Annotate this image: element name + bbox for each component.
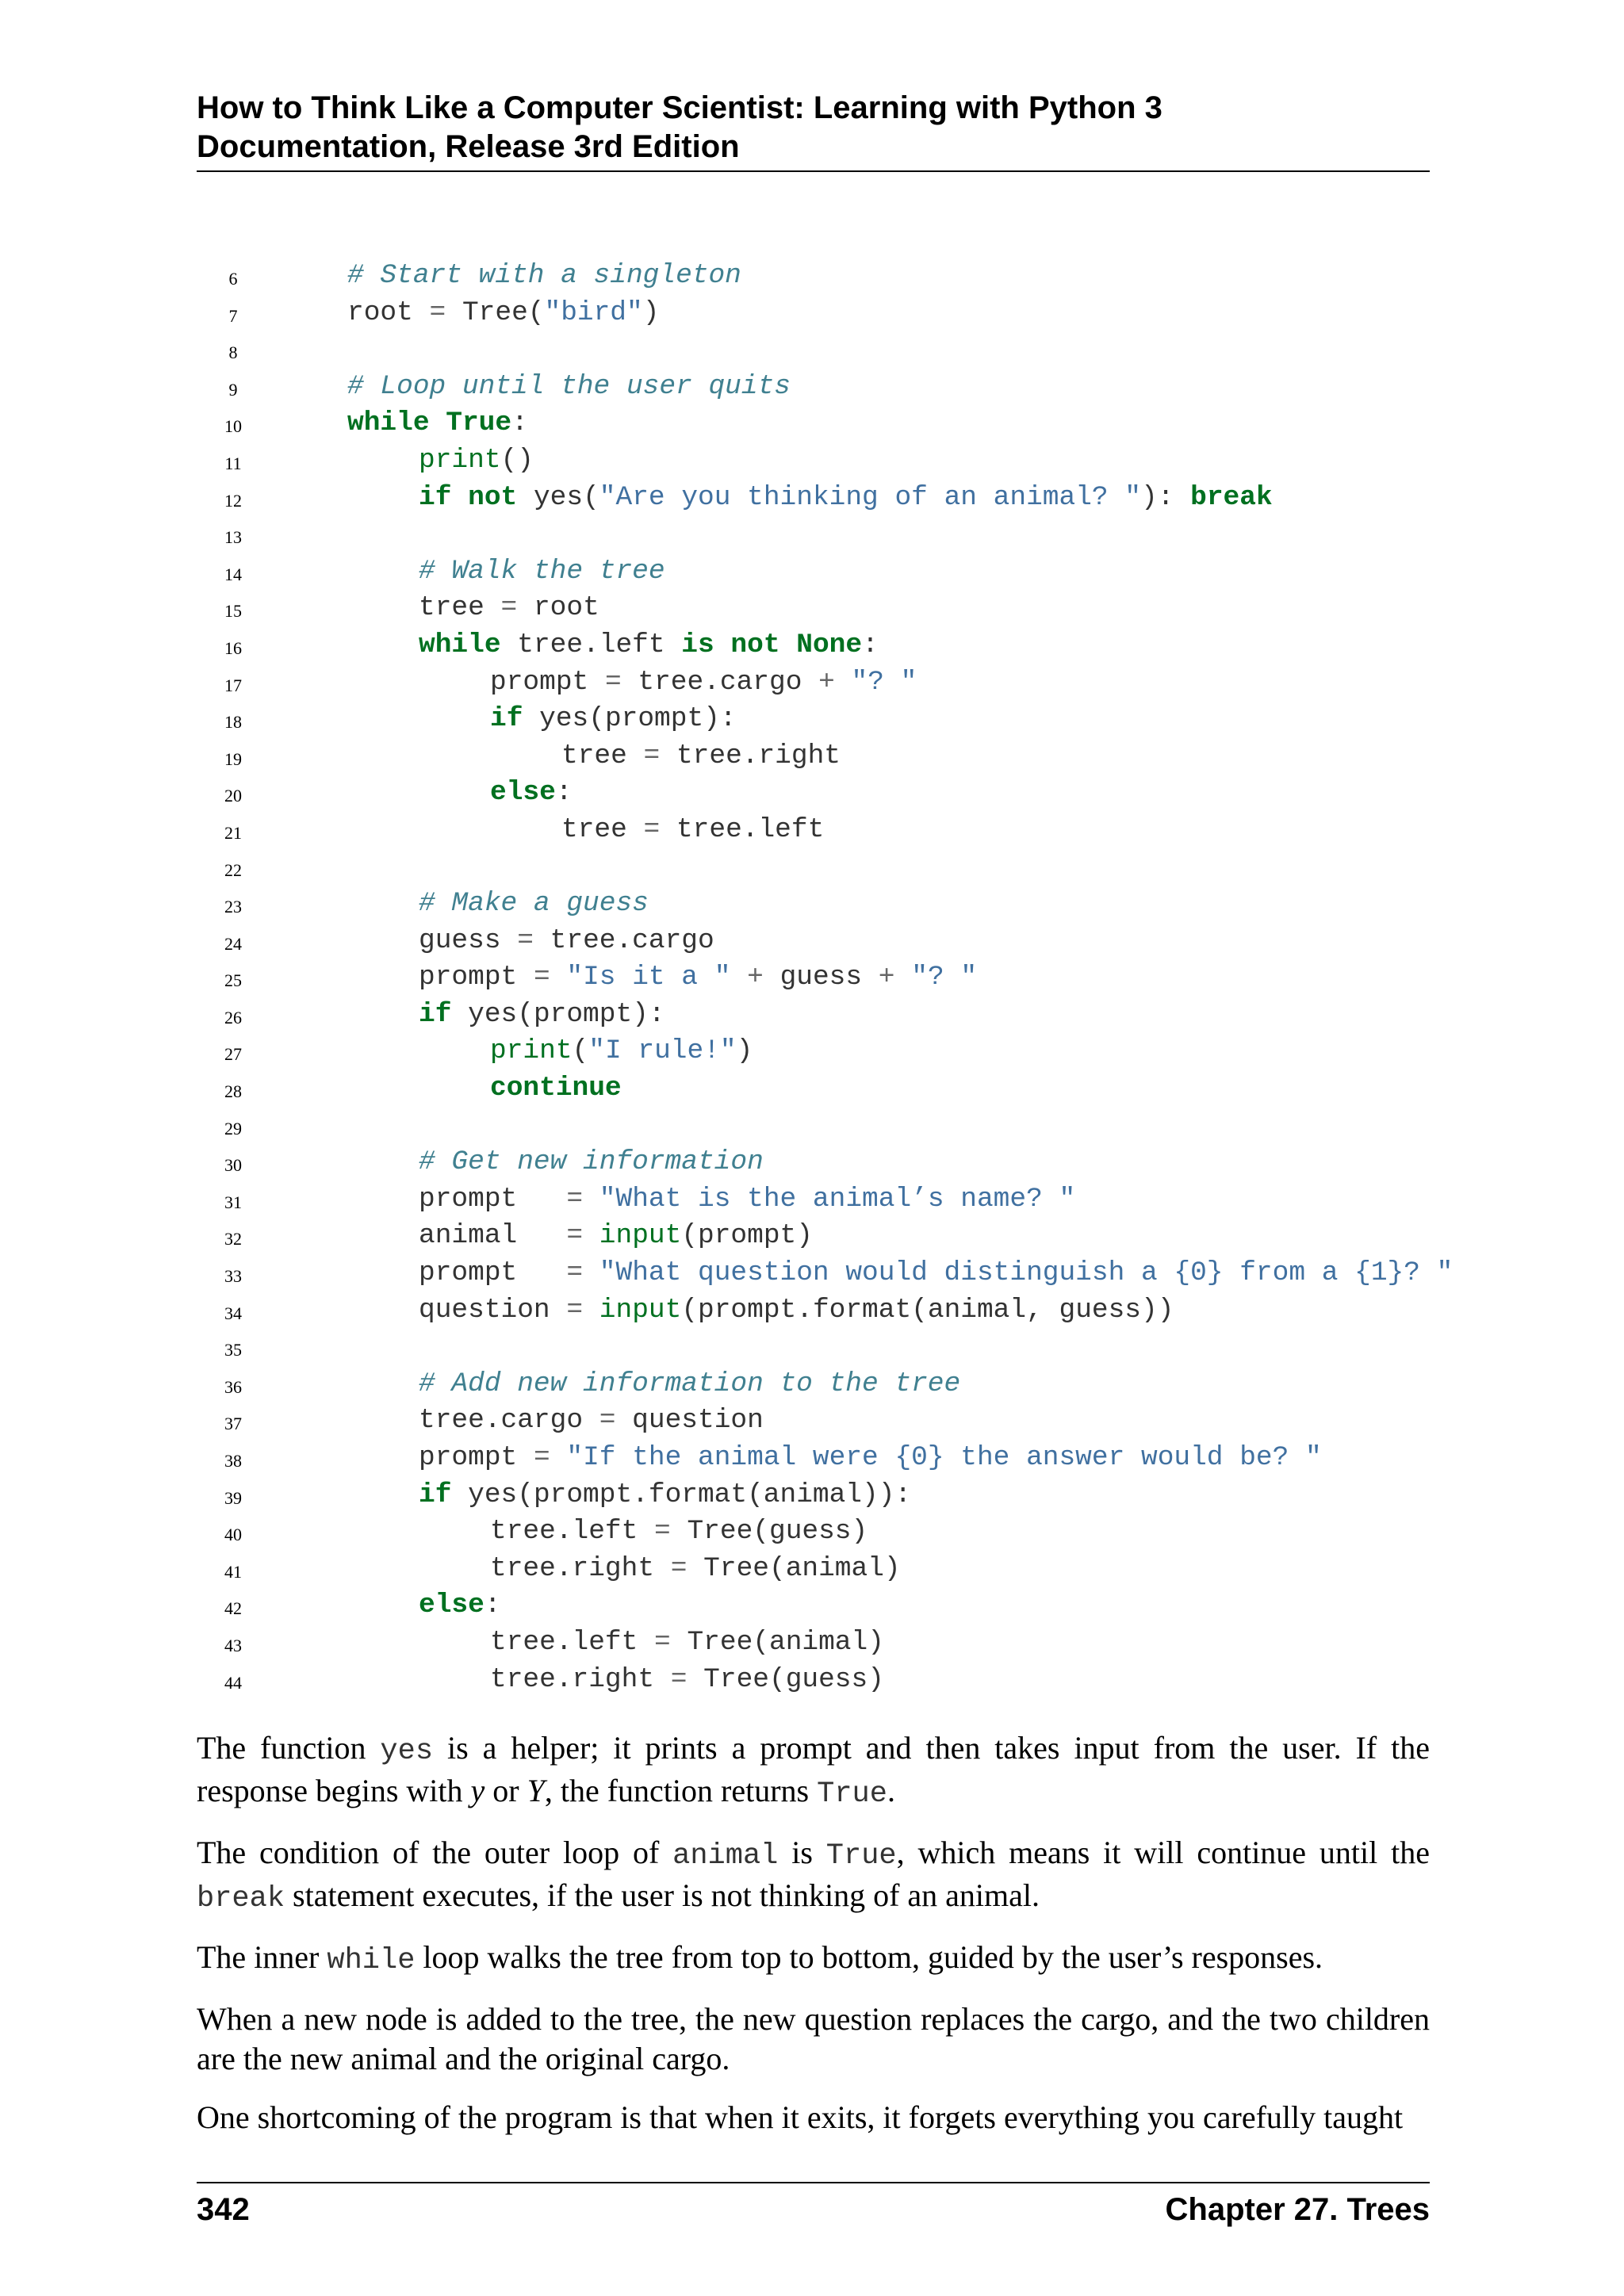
code-token: tree.right (490, 1552, 671, 1584)
code-text (419, 1255, 1453, 1292)
text-run: One shortcoming of the program is that when it exits, it forgets everything you carefully taught (197, 2099, 1404, 2135)
code-text (419, 1218, 813, 1255)
text-run: . (887, 1773, 895, 1808)
code-line (197, 1144, 1545, 1181)
inline-code: True (825, 1839, 897, 1873)
emphasis: Y (527, 1773, 545, 1808)
code-token: = (654, 1626, 671, 1658)
code-token (451, 482, 468, 513)
code-text (419, 1144, 764, 1181)
code-line (197, 1662, 1545, 1699)
text-run: or (485, 1773, 527, 1808)
line-number: 25 (224, 970, 242, 991)
text-run: , the function returns (544, 1773, 818, 1808)
code-listing (197, 258, 1545, 1698)
code-token: = (566, 1183, 584, 1215)
body-text (197, 1728, 1430, 2156)
code-token (583, 1220, 599, 1251)
code-token: tree (561, 813, 644, 845)
code-token (780, 629, 797, 660)
code-line (197, 1440, 1545, 1477)
code-token: = (500, 592, 518, 624)
code-token: Tree(animal) (670, 1626, 884, 1658)
code-line (197, 1033, 1545, 1070)
code-token: + (747, 962, 764, 993)
code-line (197, 701, 1545, 738)
line-number: 34 (224, 1303, 242, 1323)
code-token: + (818, 666, 835, 698)
code-token: = (517, 924, 534, 956)
line-number: 20 (224, 786, 242, 806)
code-token: True (446, 408, 512, 439)
line-number: 18 (224, 712, 242, 733)
code-line (197, 553, 1545, 591)
code-text (490, 1551, 901, 1588)
line-number: 32 (224, 1229, 242, 1249)
code-line (197, 258, 1545, 295)
code-token: + (878, 962, 895, 993)
code-token: print (419, 444, 501, 476)
code-token: yes(prompt): (451, 998, 665, 1030)
text-run: The inner (197, 1939, 327, 1975)
header-divider (197, 170, 1430, 172)
code-token: = (643, 740, 661, 771)
code-line (197, 959, 1545, 997)
code-token: "? " (851, 666, 917, 698)
code-token: = (670, 1663, 688, 1695)
code-token: tree.right (490, 1663, 671, 1695)
body-paragraph (197, 1999, 1430, 2079)
code-token (895, 962, 912, 993)
code-token (583, 1257, 599, 1288)
code-token: not (468, 481, 518, 513)
code-text (419, 442, 534, 480)
code-token: if (419, 481, 452, 513)
code-text (419, 553, 665, 591)
code-text (490, 664, 917, 702)
code-token: "Are you thinking of an animal? " (599, 481, 1142, 513)
code-token: tree.cargo (533, 924, 714, 956)
code-token: animal (419, 1220, 567, 1252)
code-token: tree (419, 592, 501, 624)
code-text (347, 405, 528, 442)
code-line (197, 331, 1545, 369)
body-paragraph (197, 1833, 1430, 1919)
code-line (197, 1255, 1545, 1292)
code-text (419, 1440, 1322, 1477)
code-line (197, 627, 1545, 664)
code-token: "Is it a " (566, 962, 731, 993)
line-number: 8 (228, 342, 238, 363)
code-text (419, 886, 649, 923)
code-token: break (1190, 481, 1273, 513)
emphasis: y (470, 1773, 485, 1808)
line-number: 23 (224, 897, 242, 917)
line-number: 41 (224, 1561, 242, 1582)
code-token: tree.left (500, 629, 682, 660)
code-token: () (500, 444, 534, 476)
code-token: not (730, 629, 780, 660)
code-token: Tree(animal) (687, 1552, 901, 1584)
code-line (197, 1551, 1545, 1588)
code-token: yes(prompt): (523, 703, 737, 735)
body-paragraph (197, 2098, 1430, 2137)
code-token: tree.left (490, 1626, 655, 1658)
code-token: # Make a guess (419, 888, 649, 920)
code-line (197, 405, 1545, 442)
line-number: 28 (224, 1081, 242, 1102)
code-token: tree.cargo (621, 666, 819, 698)
code-line (197, 590, 1545, 627)
line-number: 43 (224, 1635, 242, 1655)
line-number: 10 (224, 416, 242, 437)
line-number: 12 (224, 490, 242, 511)
line-number: 37 (224, 1414, 242, 1434)
code-token: if (419, 1479, 452, 1510)
header-title-line-2: Documentation, Release 3rd Edition (197, 129, 740, 164)
line-number: 14 (224, 564, 242, 584)
code-text (419, 959, 977, 997)
code-line (197, 1292, 1545, 1330)
code-token: "If the animal were {0} the answer would be? " (566, 1442, 1322, 1473)
code-line (197, 1624, 1545, 1662)
line-number: 7 (228, 305, 238, 326)
code-text (419, 480, 1273, 517)
code-token: guess (763, 962, 879, 993)
code-token (714, 629, 731, 660)
code-token: = (654, 1516, 671, 1548)
code-line (197, 886, 1545, 923)
code-text (419, 1402, 764, 1440)
text-run: The function (197, 1730, 381, 1766)
code-token: yes( (517, 481, 599, 513)
code-token: : (862, 629, 879, 660)
code-line (197, 775, 1545, 812)
code-token: = (429, 297, 446, 328)
code-token: (prompt.format(animal, guess)) (681, 1294, 1174, 1326)
inline-code: break (197, 1882, 285, 1915)
line-number: 44 (224, 1672, 242, 1693)
text-run: is (778, 1835, 826, 1870)
text-run: The condition of the outer loop of (197, 1835, 673, 1870)
code-token: "What is the animal’s name? " (599, 1183, 1076, 1215)
line-number: 6 (228, 269, 238, 289)
text-run: loop walks the tree from top to bottom, guided by the user’s responses. (415, 1939, 1323, 1975)
code-line (197, 849, 1545, 886)
header-title-line-1: How to Think Like a Computer Scientist: Learning with Python 3 (197, 90, 1162, 125)
code-token: = (643, 813, 661, 845)
code-line (197, 1366, 1545, 1403)
line-number: 29 (224, 1118, 242, 1138)
code-line (197, 516, 1545, 553)
code-text (419, 1366, 960, 1403)
code-token: : (555, 777, 573, 809)
code-token: prompt (419, 1442, 534, 1473)
code-token: tree (561, 740, 644, 771)
line-number: 16 (224, 637, 242, 658)
code-text (490, 1070, 622, 1108)
running-header (197, 89, 1430, 166)
inline-code: animal (672, 1839, 779, 1873)
code-line (197, 738, 1545, 775)
code-token: # Loop until the user quits (347, 370, 791, 402)
line-number: 9 (228, 379, 238, 400)
code-token: print (490, 1035, 573, 1067)
code-line (197, 812, 1545, 849)
line-number: 26 (224, 1007, 242, 1027)
code-text (419, 1181, 1075, 1219)
code-text (419, 1477, 911, 1514)
code-token: : (484, 1590, 501, 1621)
line-number: 11 (224, 453, 242, 473)
code-token: guess (419, 924, 518, 956)
code-token (550, 1442, 567, 1473)
code-token: = (566, 1220, 584, 1252)
code-text (419, 997, 665, 1034)
line-number: 31 (224, 1192, 242, 1212)
code-line (197, 923, 1545, 960)
code-token: prompt (419, 1183, 567, 1215)
line-number: 40 (224, 1525, 242, 1545)
code-token: else (419, 1590, 485, 1621)
code-text (561, 738, 841, 775)
code-line (197, 1587, 1545, 1624)
code-token: "What question would distinguish a {0} from a {1}? " (599, 1257, 1454, 1289)
code-token: tree.right (660, 740, 841, 771)
code-token: = (566, 1257, 584, 1289)
code-token: "? " (911, 962, 978, 993)
code-line (197, 1181, 1545, 1219)
code-token: continue (490, 1073, 622, 1104)
code-token: question (419, 1294, 567, 1326)
code-text (419, 1292, 1174, 1330)
code-token: # Add new information to the tree (419, 1368, 961, 1399)
code-line (197, 1218, 1545, 1255)
text-run: , which means it will continue until the (896, 1835, 1430, 1870)
code-token: prompt (490, 666, 605, 698)
code-token: while (347, 408, 430, 439)
line-number: 19 (224, 748, 242, 769)
code-token (550, 962, 567, 993)
code-token: "I rule!" (588, 1035, 737, 1067)
code-token: = (599, 1405, 616, 1437)
code-token: if (490, 703, 523, 735)
line-number: 39 (224, 1487, 242, 1508)
code-line (197, 1513, 1545, 1551)
text-run: is a helper; it prints a prompt and then takes input from the user. If the response begins with (197, 1730, 1430, 1808)
code-token: ) (642, 297, 660, 328)
code-token: Tree(guess) (687, 1663, 884, 1695)
code-token: is (681, 629, 714, 660)
code-line (197, 480, 1545, 517)
code-text (419, 923, 714, 960)
code-token: if (419, 998, 452, 1030)
code-token: Tree(guess) (670, 1516, 868, 1548)
code-token: ) (736, 1035, 753, 1067)
inline-code: yes (380, 1735, 434, 1768)
code-token: input (599, 1294, 682, 1326)
code-token (730, 962, 747, 993)
code-token: root (517, 592, 599, 624)
code-token: : (511, 408, 528, 439)
code-token: tree.left (660, 813, 825, 845)
code-token: ): (1141, 481, 1191, 513)
code-token: root (347, 297, 430, 328)
code-line (197, 1108, 1545, 1145)
line-number: 33 (224, 1266, 242, 1287)
code-line (197, 664, 1545, 702)
line-number: 22 (224, 859, 242, 880)
body-paragraph (197, 1938, 1430, 1980)
code-line (197, 369, 1545, 406)
code-line (197, 997, 1545, 1034)
code-token: "bird" (544, 297, 643, 328)
line-number: 13 (224, 527, 242, 548)
code-token: # Get new information (419, 1146, 764, 1178)
code-token: tree.left (490, 1516, 655, 1548)
code-token: # Start with a singleton (347, 260, 741, 291)
code-token (583, 1184, 599, 1215)
code-text (419, 1587, 501, 1624)
line-number: 35 (224, 1340, 242, 1360)
code-text (490, 1662, 884, 1699)
code-token (430, 408, 446, 438)
code-token: = (533, 962, 550, 993)
code-token: # Walk the tree (419, 555, 665, 587)
code-text (419, 590, 599, 627)
code-line (197, 1329, 1545, 1366)
inline-code: True (817, 1777, 887, 1811)
code-token: else (490, 777, 556, 809)
code-text (347, 369, 791, 406)
code-token: = (533, 1442, 550, 1473)
code-token: prompt (419, 962, 534, 993)
code-token (835, 667, 852, 698)
line-number: 17 (224, 675, 242, 695)
line-number: 24 (224, 933, 242, 954)
code-token: (prompt) (681, 1220, 813, 1252)
footer-divider (197, 2182, 1430, 2183)
code-text (490, 775, 573, 812)
code-text (347, 295, 659, 332)
code-text (419, 627, 879, 664)
code-token: = (604, 666, 622, 698)
code-text (561, 812, 824, 849)
inline-code: while (327, 1944, 416, 1977)
line-number: 27 (224, 1044, 242, 1065)
code-text (490, 701, 737, 738)
code-text (490, 1513, 868, 1551)
body-paragraph (197, 1728, 1430, 1814)
code-line (197, 1070, 1545, 1108)
code-line (197, 295, 1545, 332)
line-number: 15 (224, 601, 242, 622)
text-run: statement executes, if the user is not thinking of an animal. (285, 1877, 1040, 1913)
code-token: question (615, 1405, 764, 1437)
code-text (490, 1624, 884, 1662)
code-text (490, 1033, 753, 1070)
line-number: 30 (224, 1155, 242, 1176)
chapter-title: Chapter 27. Trees (1165, 2192, 1430, 2227)
code-token: tree.cargo (419, 1405, 599, 1437)
code-token: while (419, 629, 501, 660)
code-line (197, 1402, 1545, 1440)
line-number: 21 (224, 822, 242, 843)
code-token: prompt (419, 1257, 567, 1289)
code-token: Tree( (446, 297, 545, 328)
code-token: = (566, 1294, 584, 1326)
code-token: ( (572, 1035, 589, 1067)
page-number: 342 (197, 2192, 250, 2227)
code-text (347, 258, 741, 295)
line-number: 42 (224, 1598, 242, 1619)
code-line (197, 1477, 1545, 1514)
code-token: None (796, 629, 863, 660)
code-line (197, 442, 1545, 480)
line-number: 38 (224, 1451, 242, 1471)
code-token: yes(prompt.format(animal)): (451, 1479, 912, 1510)
line-number: 36 (224, 1376, 242, 1397)
code-token (583, 1295, 599, 1326)
text-run: When a new node is added to the tree, the new question replaces the cargo, and the two children are the new animal and the original cargo. (197, 2001, 1430, 2076)
code-token: input (599, 1220, 682, 1252)
code-token: = (670, 1552, 688, 1584)
